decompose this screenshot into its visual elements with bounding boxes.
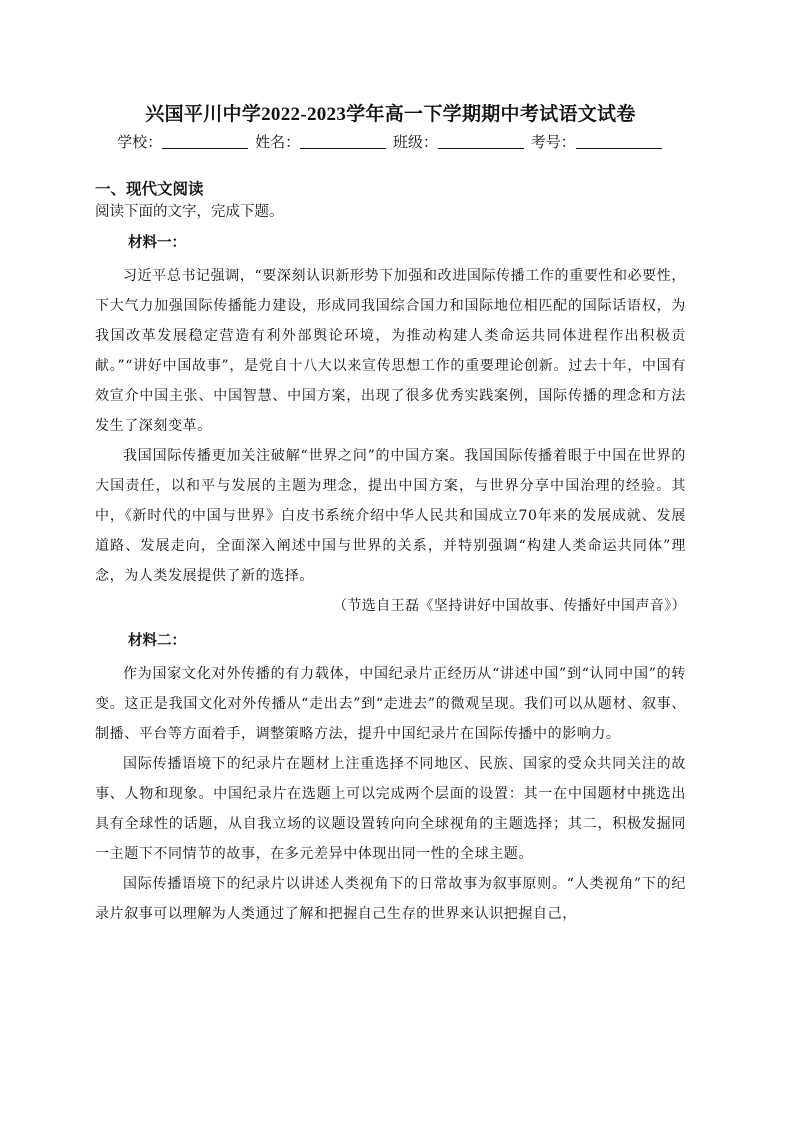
exam-number-blank[interactable] (576, 134, 662, 149)
section-heading: 一、现代文阅读 (95, 180, 204, 198)
material-2-paragraph: 国际传播语境下的纪录片以讲述人类视角下的日常故事为叙事原则。“人类视角”下的纪录片叙事可以理解为人类通过了解和把握自己生存的世界来认识把握自己， (95, 876, 686, 922)
material-1-paragraph: 习近平总书记强调，“要深刻认识新形势下加强和改进国际传播工作的重要性和必要性，下大气力加强国际传播能力建设，形成同我国综合国力和国际地位相匹配的国际话语权，为我国改革发展稳定营造有利外部舆论环境，为推动构建人类命运共同体进程作出积极贡献。”“讲好中国故事”，是党自十八大以来宣传思想工作的重要理论创新。过去十年，中国有效宣介中国主张、中国智慧、中国方案，出现了很多优秀实践案例，国际传播的理念和方法发生了深刻变革。 (95, 268, 686, 434)
class-blank[interactable] (438, 134, 524, 149)
material-1-source: （节选自王磊《坚持讲好中国故事、传播好中国声音》） (333, 598, 686, 614)
material-2-label: 材料二： (128, 633, 186, 649)
name-blank[interactable] (300, 134, 386, 149)
name-label: 姓名： (255, 133, 301, 151)
school-label: 学校： (117, 133, 163, 151)
student-info-line (95, 131, 686, 153)
material-2-paragraph: 国际传播语境下的纪录片在题材上注重选择不同地区、民族、国家的受众共同关注的故事、人物和现象。中国纪录片在选题上可以完成两个层面的设置：其一在中国题材中挑选出具有全球性的话题，从自我立场的议题设置转向向全球视角的主题选择；其二，积极发掘同一主题下不同情节的故事，在多元差异中体现出同一性的全球主题。 (95, 756, 686, 862)
school-blank[interactable] (162, 134, 248, 149)
exam-title: 兴国平川中学2022-2023学年高一下学期期中考试语文试卷 (145, 104, 636, 125)
material-1-paragraph: 我国国际传播更加关注破解“世界之问”的中国方案。我国国际传播着眼于中国在世界的大国责任，以和平与发展的主题为理念，提出中国方案，与世界分享中国治理的经验。其中，《新时代的中国与世界》白皮书系统介绍中华人民共和国成立70年来的发展成就、发展道路、发展走向，全面深入阐述中国与世界的关系，并特别强调“构建人类命运共同体”理念，为人类发展提供了新的选择。 (95, 448, 686, 584)
exam-number-label: 考号： (530, 133, 576, 151)
material-2-paragraph: 作为国家文化对外传播的有力载体，中国纪录片正经历从“讲述中国”到“认同中国”的转变。这正是我国文化对外传播从“走出去”到“走进去”的微观呈现。我们可以从题材、叙事、制播、平台等方面着手，调整策略方法，提升中国纪录片在国际传播中的影响力。 (95, 666, 686, 742)
class-label: 班级： (392, 133, 438, 151)
material-1-label: 材料一： (128, 235, 186, 251)
section-instruction: 阅读下面的文字，完成下题。 (95, 204, 284, 220)
